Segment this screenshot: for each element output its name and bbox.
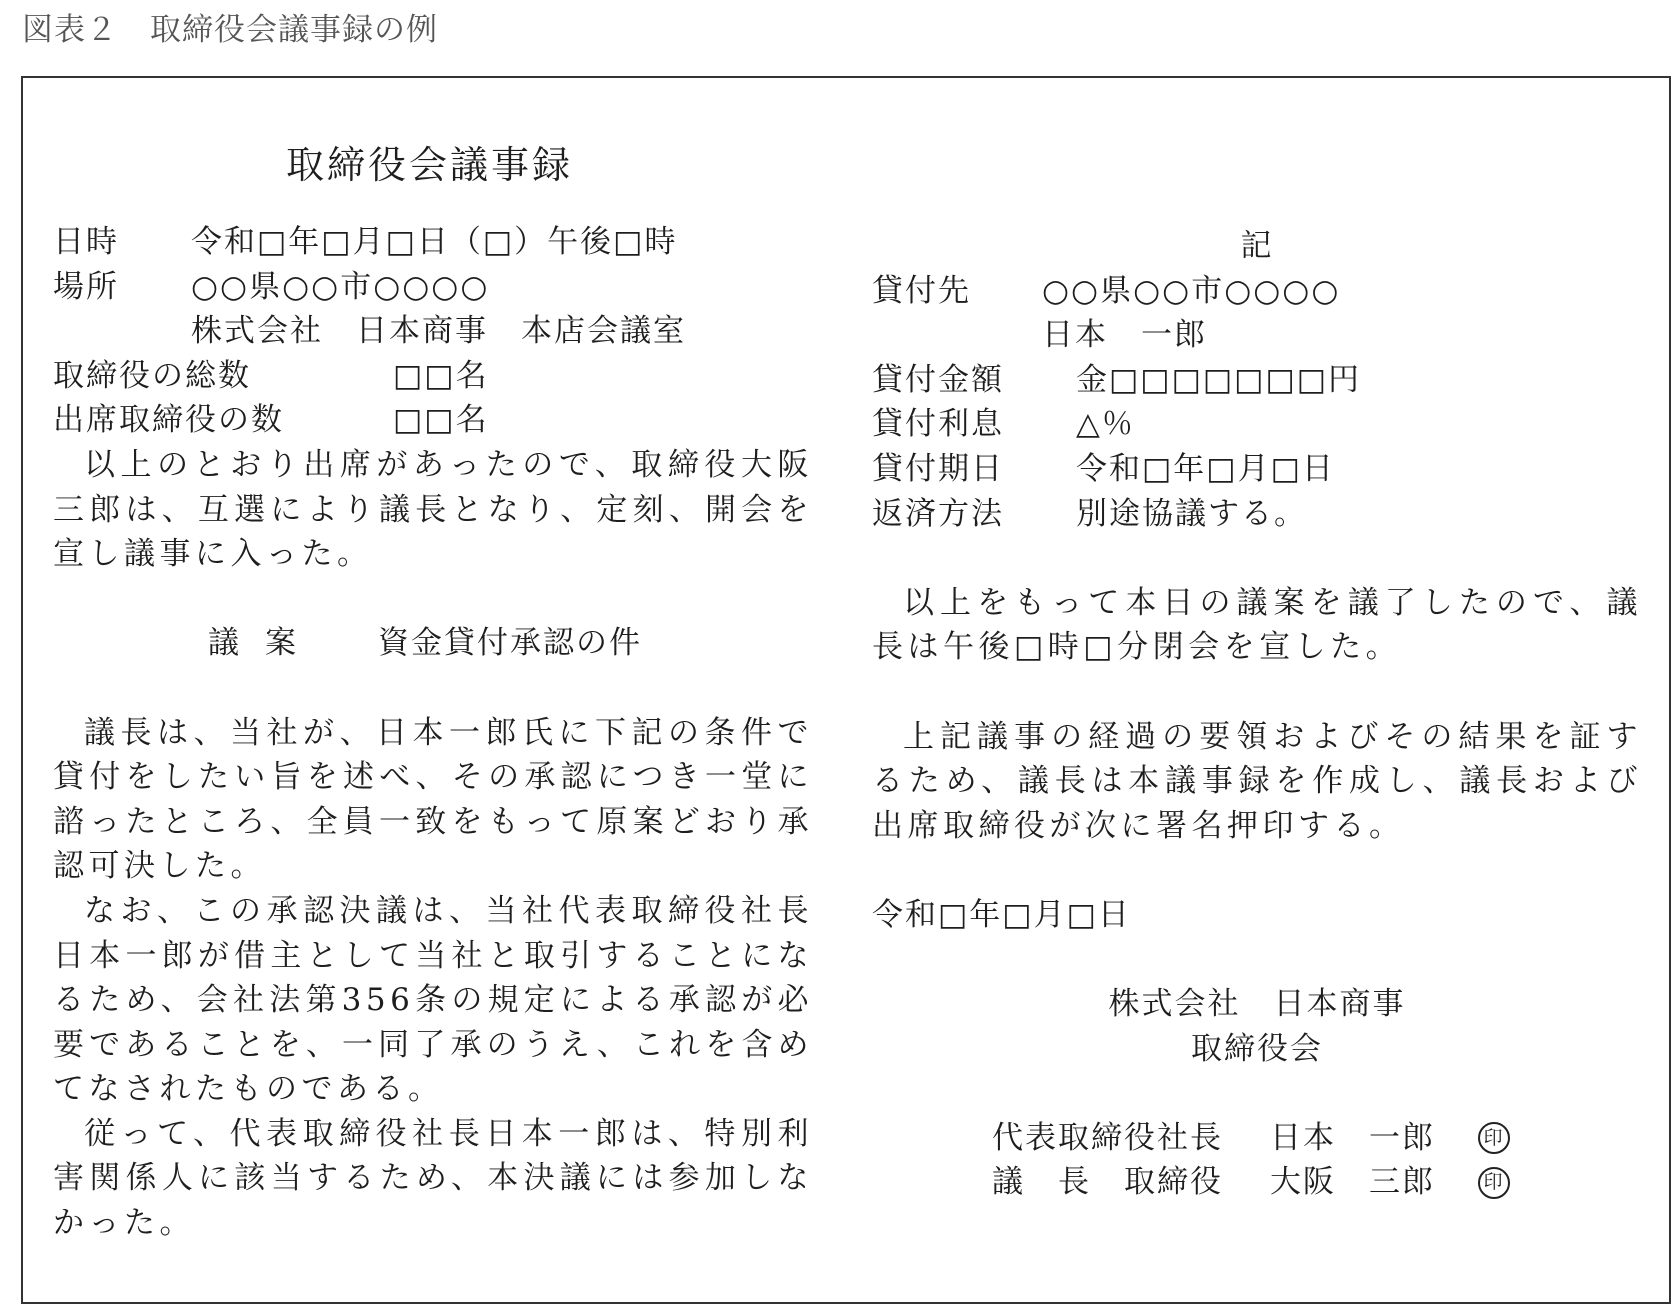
meta-value: ○○県○○市○○○○ <box>191 268 490 305</box>
date-text: 令和□年□月□日 <box>872 896 1131 933</box>
meta-label: 場所 <box>53 268 119 305</box>
figure-caption: 図表２ 取締役会議事録の例 <box>22 12 438 48</box>
meta-row-place <box>53 265 813 310</box>
term-value: 日本 一郎 <box>1042 317 1207 354</box>
count-value: □□名 <box>393 357 489 394</box>
term-row-interest <box>872 402 1642 447</box>
opening-paragraph: 以上のとおり出席があったので、取締役大阪三郎は、互選により議長となり、定刻、開会を宣し議事に入った。 <box>53 446 813 573</box>
closing-paragraph: 以上をもって本日の議案を議了したので、議長は午後□時□分閉会を宣した。 <box>872 584 1642 666</box>
ki-heading: 記 <box>1240 228 1274 264</box>
seal-icon: 印 <box>1478 1167 1510 1199</box>
agenda-label: 議案 <box>208 625 322 662</box>
term-label: 貸付期日 <box>872 450 1004 487</box>
signature-role: 代表取締役社長 <box>992 1119 1223 1156</box>
count-label: 出席取締役の数 <box>53 402 284 439</box>
term-row-amount <box>872 358 1642 403</box>
term-value: ○○県○○市○○○○ <box>1042 272 1341 309</box>
term-label: 貸付利息 <box>872 406 1004 443</box>
signature-row <box>872 1160 1642 1205</box>
right-column <box>872 224 1642 1205</box>
count-value: □□名 <box>393 402 489 439</box>
agenda-line <box>53 621 813 666</box>
signature-row <box>872 1116 1642 1161</box>
term-row-due <box>872 447 1642 492</box>
resolution-paragraph: 議長は、当社が、日本一郎氏に下記の条件で貸付をしたい旨を述べ、その承認につき一堂に諮ったところ、全員一致をもって原案どおり承認可決した。 <box>53 714 813 885</box>
board-name: 取締役会 <box>1191 1030 1323 1067</box>
lender-row <box>872 269 1642 314</box>
lender-name-row <box>872 313 1642 358</box>
left-column <box>53 220 813 1246</box>
interest-paragraph: 従って、代表取締役社長日本一郎は、特別利害関係人に該当するため、本決議には参加しなかった。 <box>53 1115 813 1242</box>
certify-paragraph: 上記議事の経過の要領およびその結果を証するため、議長は本議事録を作成し、議長および出席取締役が次に署名押印する。 <box>872 718 1642 844</box>
count-row-present <box>53 398 813 443</box>
meta-value: 令和□年□月□日（□）午後□時 <box>191 224 678 260</box>
meta-row-place-detail <box>53 309 813 354</box>
term-row-repayment <box>872 492 1642 537</box>
meta-value: 株式会社 日本商事 本店会議室 <box>191 313 686 350</box>
signature-name: 日本 一郎 <box>1270 1119 1435 1156</box>
term-value: 別途協議する。 <box>1076 495 1307 532</box>
document-title: 取締役会議事録 <box>286 143 574 187</box>
count-row-total <box>53 354 813 399</box>
note-paragraph: なお、この承認決議は、当社代表取締役社長日本一郎が借主として当社と取引することになるため、会社法第356条の規定による承認が必要であることを、一同了承のうえ、これを含めてなされたものである。 <box>53 892 813 1108</box>
meta-row-datetime <box>53 220 813 265</box>
document-date <box>872 893 1642 938</box>
term-value: 金□□□□□□□円 <box>1076 361 1362 398</box>
signature-name: 大阪 三郎 <box>1270 1164 1435 1201</box>
signature-role: 議 長 取締役 <box>992 1164 1223 1201</box>
company-name: 株式会社 日本商事 <box>1108 986 1406 1023</box>
count-label: 取締役の総数 <box>53 357 251 394</box>
term-label: 貸付先 <box>872 272 971 309</box>
seal-icon: 印 <box>1478 1122 1510 1154</box>
term-label: 貸付金額 <box>872 361 1004 398</box>
agenda-title: 資金貸付承認の件 <box>378 625 642 662</box>
term-label: 返済方法 <box>872 495 1004 532</box>
term-value: △％ <box>1076 406 1135 443</box>
term-value: 令和□年□月□日 <box>1076 450 1335 487</box>
meta-label: 日時 <box>53 224 119 260</box>
